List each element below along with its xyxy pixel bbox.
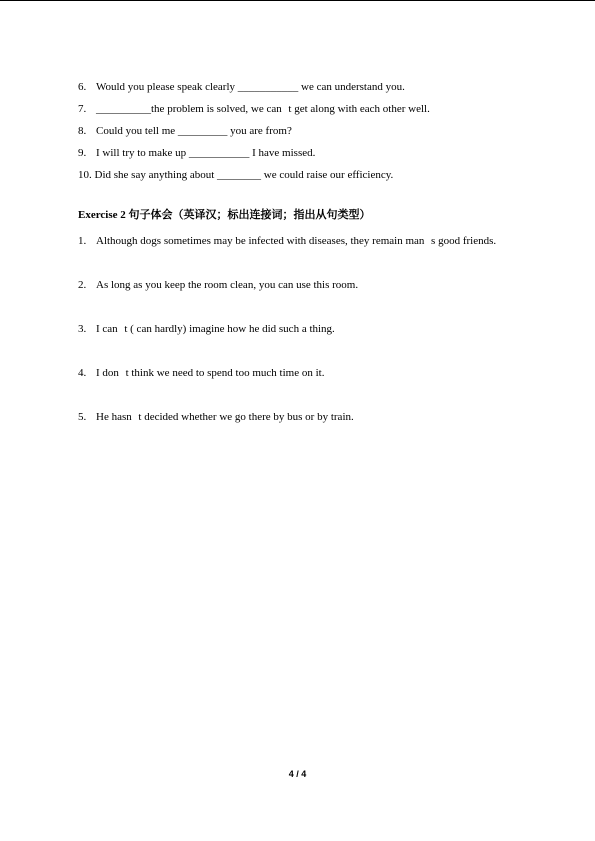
item-number: 3. (78, 323, 87, 335)
exercise2-title: Exercise 2 句子体会（英译汉；标出连接词；指出从句类型） (78, 209, 371, 221)
item-text: __________the problem is solved, we cant get along with each other well. (96, 103, 430, 115)
item-text: I will try to make up ___________ I have missed. (96, 147, 316, 159)
item-text: I dont think we need to spend too much time on it. (96, 367, 325, 379)
item-number: 1. (78, 235, 87, 247)
item-text: He hasnt decided whether we go there by bus or by train. (96, 411, 354, 423)
item-text: Did she say anything about ________ we could raise our efficiency. (94, 169, 394, 181)
exercise1-item-6 (78, 81, 405, 94)
page-top-border (0, 0, 595, 1)
item-text: I cant ( can hardly) imagine how he did such a thing. (96, 323, 335, 335)
item-number: 5. (78, 411, 87, 423)
item-number: 10. (78, 169, 92, 181)
exercise2-item-2 (78, 279, 358, 292)
item-number: 7. (78, 103, 87, 115)
exercise2-item-3 (78, 323, 335, 336)
item-number: 8. (78, 125, 87, 137)
item-number: 6. (78, 81, 87, 93)
exercise1-item-10 (78, 169, 393, 182)
item-text: As long as you keep the room clean, you can use this room. (96, 279, 359, 291)
item-number: 9. (78, 147, 87, 159)
exercise1-item-8 (78, 125, 292, 138)
exercise2-item-4 (78, 367, 324, 380)
exercise2-item-5 (78, 411, 354, 424)
exercise1-item-7 (78, 103, 430, 116)
item-text: Would you please speak clearly ___________ we can understand you. (96, 81, 405, 93)
exercise2-item-1 (78, 235, 496, 248)
item-number: 2. (78, 279, 87, 291)
item-number: 4. (78, 367, 87, 379)
item-text: Could you tell me _________ you are from? (96, 125, 292, 137)
exercise1-item-9 (78, 147, 315, 160)
page-number: 4 / 4 (288, 769, 307, 779)
item-text: Although dogs sometimes may be infected with diseases, they remain mans good friends. (96, 235, 497, 247)
